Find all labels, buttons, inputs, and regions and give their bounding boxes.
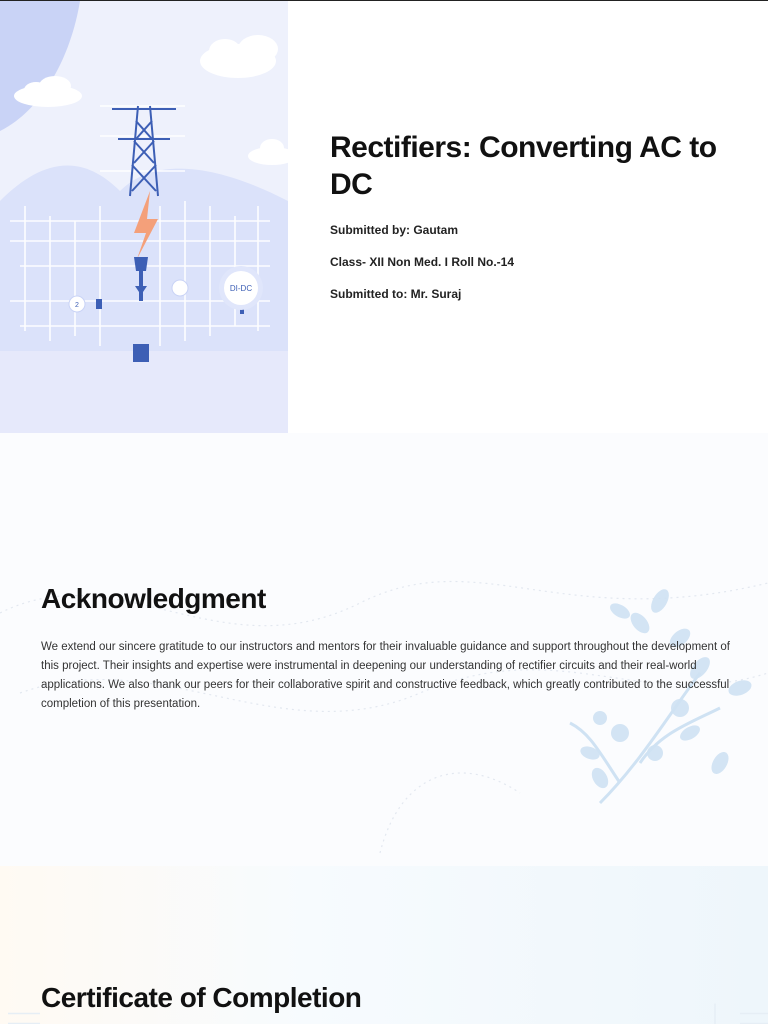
certificate-slide bbox=[0, 866, 768, 1024]
title-slide bbox=[0, 0, 768, 433]
acknowledgment-slide bbox=[0, 433, 768, 866]
converter-label: DI-DC bbox=[229, 284, 253, 293]
acknowledgment-heading: Acknowledgment bbox=[41, 583, 266, 614]
power-grid-illustration bbox=[0, 1, 288, 433]
presentation-title: Rectifiers: Converting AC to DC bbox=[330, 131, 717, 201]
acknowledgment-body: We extend our sincere gratitude to our instructors and mentors for their invaluable guidance and support throughout the development of this project. Their insights and expertise were instrumental in deepening our understanding of rectifier circuits and their real-world applications. We also thank our peers for their collaborative spirit and constructive feedback, which greatly contributed to the successful completion of this presentation. bbox=[41, 641, 730, 710]
submitted-by: Submitted by: Gautam bbox=[330, 223, 459, 237]
class-roll: Class- XII Non Med. I Roll No.-14 bbox=[330, 255, 515, 269]
submitted-to: Submitted to: Mr. Suraj bbox=[330, 287, 462, 301]
node-label: 2 bbox=[75, 302, 79, 309]
certificate-heading: Certificate of Completion bbox=[41, 982, 362, 1013]
